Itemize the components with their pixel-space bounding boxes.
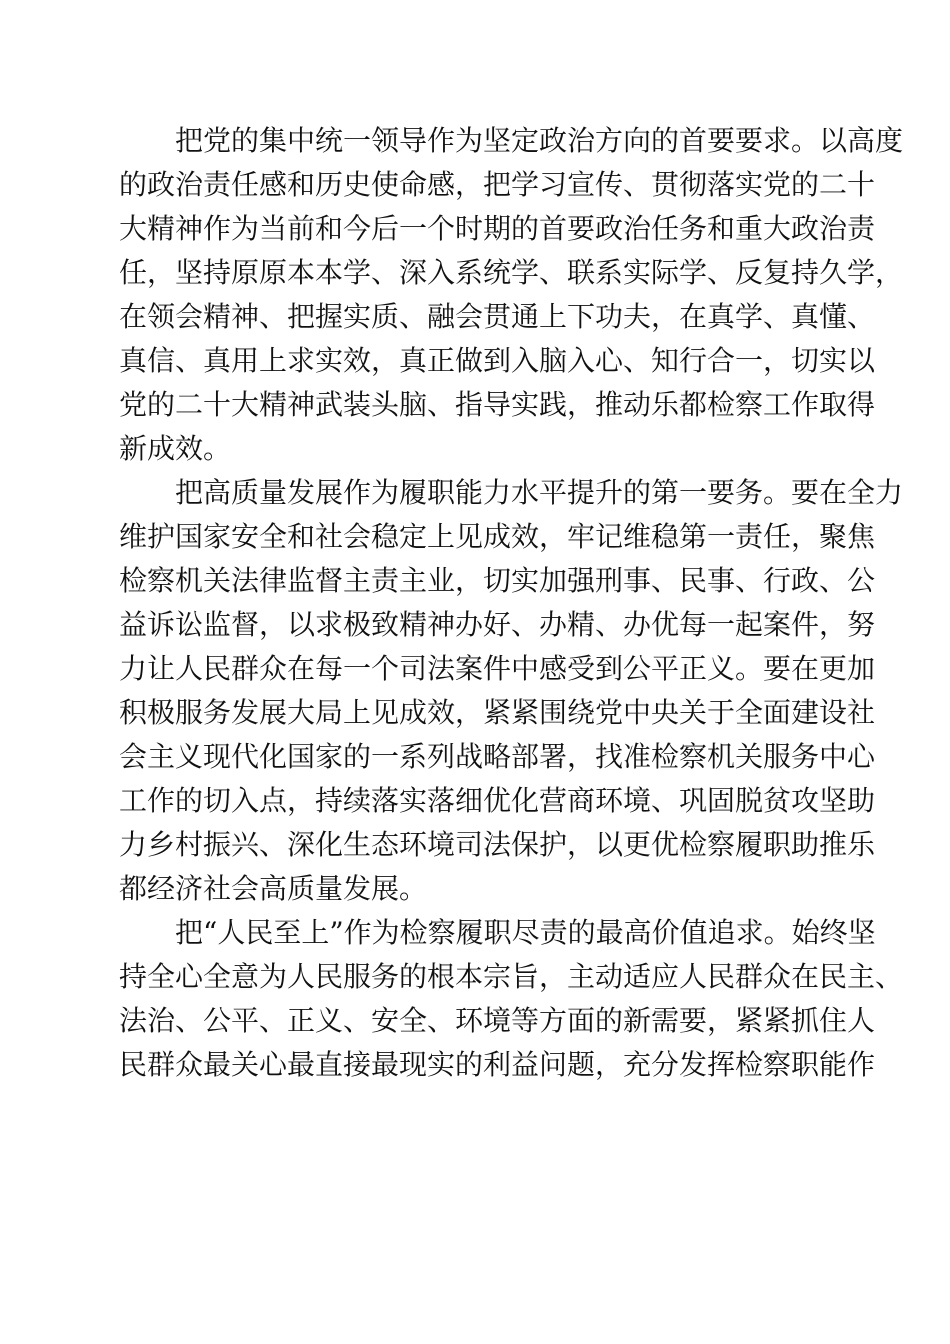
text-line: 检察机关法律监督主责主业，切实加强刑事、民事、行政、公	[119, 564, 876, 597]
text-line: 新成效。	[119, 432, 232, 465]
text-line: 会主义现代化国家的一系列战略部署，找准检察机关服务中心	[119, 740, 876, 773]
text-line: 都经济社会高质量发展。	[119, 872, 428, 905]
text-line: 民群众最关心最直接最现实的利益问题，充分发挥检察职能作	[119, 1048, 876, 1081]
text-line: 法治、公平、正义、安全、环境等方面的新需要，紧紧抓住人	[119, 1004, 876, 1037]
text-line: 力让人民群众在每一个司法案件中感受到公平正义。要在更加	[119, 652, 876, 685]
text-line: 把党的集中统一领导作为坚定政治方向的首要要求。以高度	[119, 124, 904, 157]
text-line: 益诉讼监督，以求极致精神办好、办精、办优每一起案件，努	[119, 608, 876, 641]
text-line: 维护国家安全和社会稳定上见成效，牢记维稳第一责任，聚焦	[119, 520, 876, 553]
text-line: 积极服务发展大局上见成效，紧紧围绕党中央关于全面建设社	[119, 696, 876, 729]
text-line: 真信、真用上求实效，真正做到入脑入心、知行合一，切实以	[119, 344, 876, 377]
text-line: 把高质量发展作为履职能力水平提升的第一要务。要在全力	[119, 476, 904, 509]
text-line: 工作的切入点，持续落实落细优化营商环境、巩固脱贫攻坚助	[119, 784, 876, 817]
paragraph	[119, 471, 904, 911]
text-line: 任，坚持原原本本学、深入系统学、联系实际学、反复持久学，	[119, 256, 904, 289]
document-body	[119, 119, 904, 1087]
text-line: 大精神作为当前和今后一个时期的首要政治任务和重大政治责	[119, 212, 876, 245]
text-line: 在领会精神、把握实质、融会贯通上下功夫，在真学、真懂、	[119, 300, 876, 333]
text-line: 的政治责任感和历史使命感，把学习宣传、贯彻落实党的二十	[119, 168, 876, 201]
text-line: 持全心全意为人民服务的根本宗旨，主动适应人民群众在民主、	[119, 960, 904, 993]
paragraph	[119, 911, 904, 1087]
text-line: 党的二十大精神武装头脑、指导实践，推动乐都检察工作取得	[119, 388, 876, 421]
text-line: 把“人民至上”作为检察履职尽责的最高价值追求。始终坚	[119, 916, 876, 949]
text-line: 力乡村振兴、深化生态环境司法保护，以更优检察履职助推乐	[119, 828, 876, 861]
paragraph	[119, 119, 904, 471]
